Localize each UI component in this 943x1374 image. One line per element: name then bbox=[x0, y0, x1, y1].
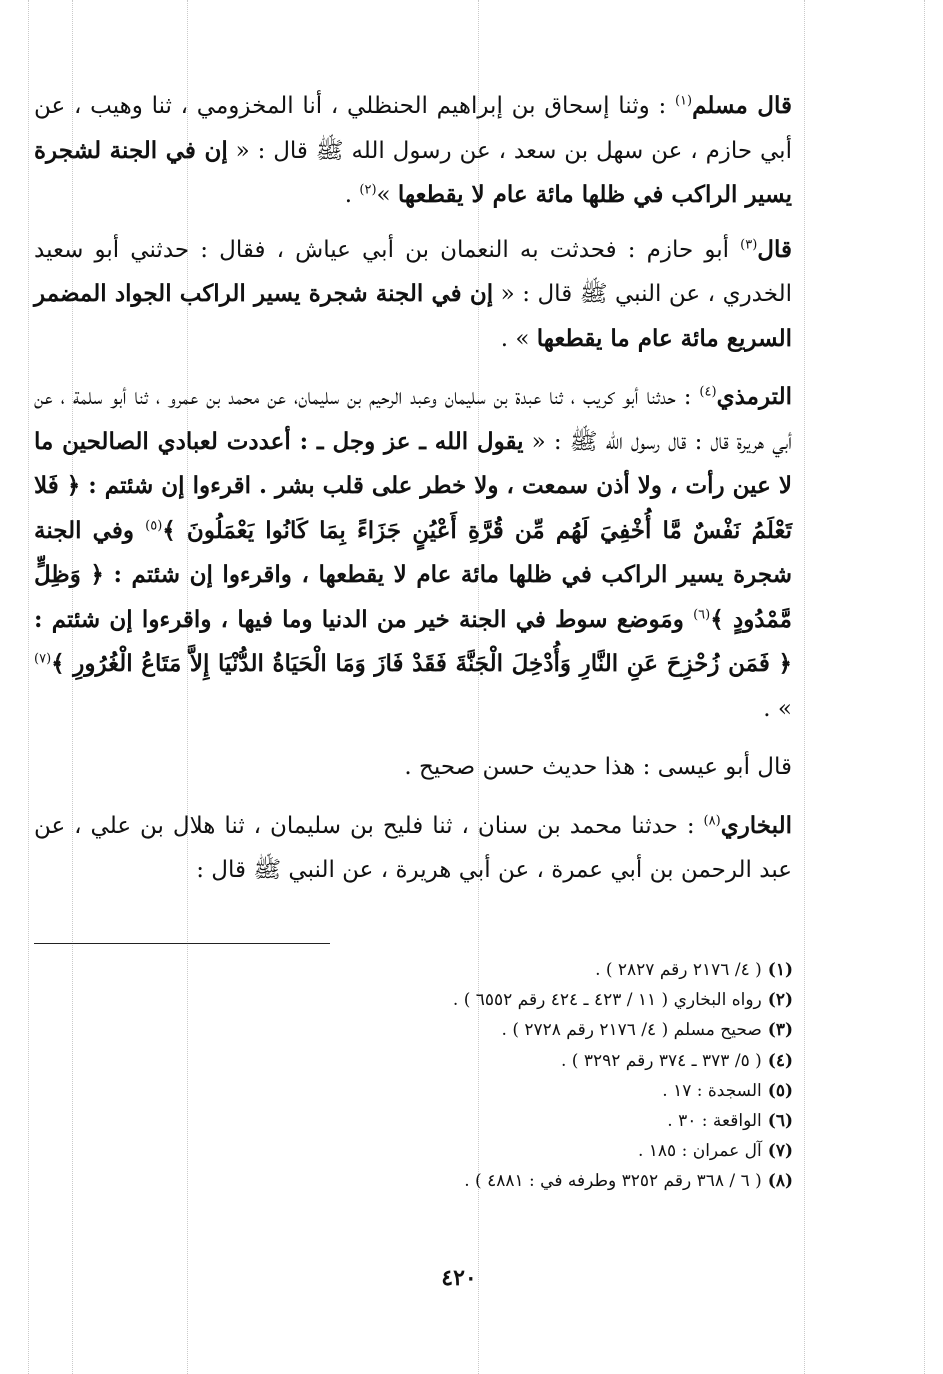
paragraph bbox=[34, 375, 792, 731]
narration-text: : وثنا إسحاق بن إبراهيم الحنظلي ، أنا المخزومي ، ثنا وهيب ، عن أبي حازم ، عن سهل بن سعد ، عن رسول الله ﷺ قال : « bbox=[34, 93, 792, 164]
footnote-text: ( ٦ / ٣٦٨ رقم ٣٢٥٢ وطرفه في : ٤٨٨١ ) . bbox=[464, 1171, 762, 1192]
footnote-marker: (١) bbox=[674, 93, 693, 109]
paragraph-source: الترمذي bbox=[716, 383, 792, 410]
footnote-divider bbox=[34, 943, 330, 944]
footnote-marker: (٤) bbox=[699, 384, 717, 400]
footnote-marker: (٦) bbox=[693, 606, 711, 622]
page-number: ٤٢٠ bbox=[441, 1265, 477, 1291]
footnote-marker: (٢) bbox=[359, 182, 377, 198]
footnote-text: السجدة : ١٧ . bbox=[662, 1080, 762, 1101]
footnote-number: (٣) bbox=[767, 1020, 793, 1041]
hadith-text: إن في الجنة لشجرة يسير الراكب في ظلها مائة عام لا يقطعها bbox=[34, 136, 792, 208]
hadith-text: ومَوضع سوط في الجنة خير من الدنيا وما فيها ، واقرءوا إن شئتم : ﴿ فَمَن زُحْزِحَ عَنِ النَّارِ وَأُدْخِلَ الْجَنَّةَ فَقَدْ فَازَ وَمَا الْحَيَاةُ الدُّنْيَا إِلاَّ مَتَاعُ الْغُرُورِ ﴾ bbox=[34, 605, 792, 677]
footnote-item bbox=[35, 985, 793, 1015]
paragraph bbox=[34, 804, 792, 893]
footnote-number: (٨) bbox=[767, 1171, 793, 1192]
footnote-number: (٥) bbox=[767, 1080, 793, 1101]
footnote-number: (٤) bbox=[767, 1050, 793, 1071]
footnote-item bbox=[35, 955, 793, 985]
hadith-text: يقول الله ـ عز وجل ـ : أعددت لعبادي الصالحين ما لا عين رأت ، ولا أذن سمعت ، ولا خطر على قلب بشر . اقرءوا إن شئتم : ﴿ فَلا تَعْلَمُ نَفْسٌ مَّا أُخْفِيَ لَهُم مِّن قُرَّةِ أَعْيُنٍ جَزَاءً بِمَا كَانُوا يَعْمَلُونَ ﴾ bbox=[34, 427, 792, 544]
footnote-number: (٧) bbox=[767, 1141, 793, 1162]
footnote-item bbox=[35, 1046, 793, 1076]
footnote-marker: (٣) bbox=[740, 236, 758, 252]
footnote-number: (٢) bbox=[767, 990, 793, 1011]
paragraph-source: قال مسلم bbox=[692, 92, 792, 119]
footnote-item bbox=[35, 1166, 793, 1196]
footnote-marker: (٥) bbox=[145, 517, 163, 533]
footnotes-list bbox=[35, 955, 793, 1197]
narration-text: أبو حازم : فحدثت به النعمان بن أبي عياش ، فقال : حدثني أبو سعيد الخدري ، عن النبي ﷺ قال : « bbox=[34, 236, 793, 307]
footnote-text: آل عمران : ١٨٥ . bbox=[637, 1141, 762, 1162]
main-text bbox=[34, 84, 792, 907]
narration-text: قال أبو عيسى : هذا حديث حسن صحيح . bbox=[404, 754, 792, 780]
footnote-text: ( ٤/ ٢١٧٦ رقم ٢٨٢٧ ) . bbox=[595, 960, 762, 980]
footnote-number: (١) bbox=[767, 960, 793, 980]
narration-text: » bbox=[376, 182, 398, 208]
footnote-number: (٦) bbox=[767, 1111, 793, 1132]
footnote-marker: (٨) bbox=[703, 812, 721, 828]
narration-text: : حدثنا محمد بن سنان ، ثنا فليح بن سليمان ، ثنا هلال بن علي ، عن عبد الرحمن بن أبي عمرة ، عن أبي هريرة ، عن النبي ﷺ قال : bbox=[34, 812, 792, 883]
hadith-text: إن في الجنة شجرة يسير الراكب الجواد المضمر السريع مائة عام ما يقطعها bbox=[34, 280, 792, 352]
narration-text: : حدثنا أبو كريب ، ثنا عبدة بن سليمان وعبد الرحيم بن سليمان، عن محمد بن عمرو ، ثنا أبو سلمة ، عن أبي هريرة قال : قال رسول الله ﷺ : « bbox=[34, 384, 792, 455]
footnote-text: رواه البخاري ( ١١ / ٤٢٣ ـ ٤٢٤ رقم ٦٥٥٢ ) . bbox=[452, 990, 762, 1011]
paragraph bbox=[34, 745, 792, 790]
footnote-item bbox=[35, 1015, 793, 1045]
paragraph-source: البخاري bbox=[720, 811, 792, 839]
footnote-text: الواقعة : ٣٠ . bbox=[667, 1111, 762, 1132]
narration-text: . bbox=[344, 182, 360, 208]
book-page bbox=[34, 0, 793, 1374]
footnote-item bbox=[35, 1076, 793, 1106]
paragraph bbox=[34, 84, 792, 218]
hadith-text: وفي الجنة شجرة يسير الراكب في ظلها مائة عام لا يقطعها ، واقرءوا إن شئتم : ﴿ وَظِلٍّ مَّمْدُودٍ ﴾ bbox=[34, 516, 792, 633]
footnote-item bbox=[35, 1136, 793, 1166]
narration-text: » . bbox=[500, 325, 537, 352]
paragraph bbox=[34, 228, 792, 362]
paragraph-source: قال bbox=[757, 235, 792, 263]
footnote-text: صحيح مسلم ( ٤/ ٢١٧٦ رقم ٢٧٢٨ ) . bbox=[501, 1020, 762, 1041]
footnote-item bbox=[35, 1106, 793, 1136]
narration-text: » . bbox=[763, 695, 792, 722]
footnote-marker: (٧) bbox=[34, 651, 52, 667]
footnote-text: ( ٥/ ٣٧٣ ـ ٣٧٤ رقم ٣٢٩٢ ) . bbox=[560, 1050, 762, 1071]
